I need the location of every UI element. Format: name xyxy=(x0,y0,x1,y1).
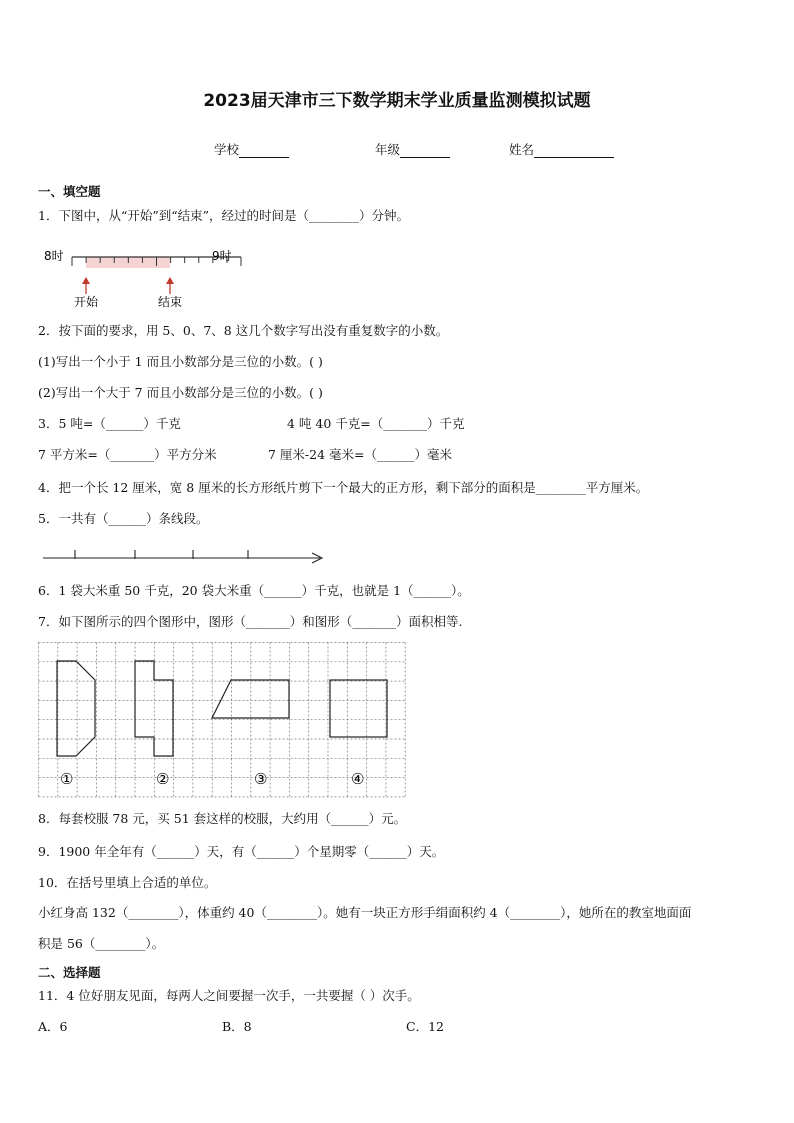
section-fill-in-title: 一、填空题 xyxy=(38,184,101,199)
name-blank[interactable] xyxy=(534,143,614,158)
time-ruler-figure xyxy=(38,240,258,310)
shape-4-label: ④ xyxy=(351,770,365,788)
section-choice-title: 二、选择题 xyxy=(38,965,101,980)
question-3-d: 7 厘米-24 毫米=（______）毫米 xyxy=(268,447,453,462)
name-label: 姓名 xyxy=(509,142,535,157)
question-9: 9．1900 年全年有（______）天，有（______）个星期零（______）天。 xyxy=(38,844,445,859)
option-a[interactable]: A．6 xyxy=(38,1019,68,1034)
question-3-c: 7 平方米=（_______）平方分米 xyxy=(38,447,217,462)
option-b[interactable]: B．8 xyxy=(222,1019,252,1034)
question-10-line-2: 积是 56（________）。 xyxy=(38,936,165,951)
page-title: 2023届天津市三下数学期末学业质量监测模拟试题 xyxy=(203,91,591,111)
question-11: 11．4 位好朋友见面，每两人之间要握一次手，一共要握（ ）次手。 xyxy=(38,988,420,1003)
question-6: 6．1 袋大米重 50 千克，20 袋大米重（______）千克，也就是 1（______）。 xyxy=(38,583,470,598)
shape-1 xyxy=(57,661,95,756)
question-2: 2．按下面的要求，用 5、0、7、8 这几个数字写出没有重复数字的小数。 xyxy=(38,323,449,338)
option-c[interactable]: C．12 xyxy=(406,1019,444,1034)
school-field xyxy=(214,142,289,158)
label-start: 开始 xyxy=(74,295,99,309)
question-7: 7．如下图所示的四个图形中，图形（_______）和图形（_______）面积相等. xyxy=(38,614,463,629)
shapes-grid-figure xyxy=(38,642,410,800)
label-8-hour: 8时 xyxy=(44,249,64,263)
label-end: 结束 xyxy=(158,295,183,309)
grade-field xyxy=(375,142,450,158)
shape-1-label: ① xyxy=(60,770,74,788)
name-field xyxy=(509,142,614,158)
question-4: 4．把一个长 12 厘米，宽 8 厘米的长方形纸片剪下一个最大的正方形，剩下部分的面积是________平方厘米。 xyxy=(38,480,649,495)
question-10-line-1: 小红身高 132（________），体重约 40（________）。她有一块正方形手绢面积约 4（________），她所在的教室地面面 xyxy=(38,905,692,920)
question-10: 10．在括号里填上合适的单位。 xyxy=(38,875,217,890)
question-2-part-1: (1)写出一个小于 1 而且小数部分是三位的小数。( ) xyxy=(38,354,323,369)
question-1: 1．下图中，从“开始”到“结束”，经过的时间是（________）分钟。 xyxy=(38,208,410,223)
question-5: 5．一共有（______）条线段。 xyxy=(38,511,209,526)
school-blank[interactable] xyxy=(239,143,289,158)
shape-3-label: ③ xyxy=(254,770,268,788)
question-3-a: 3．5 吨=（______）千克 xyxy=(38,416,181,431)
end-arrow-head-icon xyxy=(166,277,174,284)
question-2-part-2: (2)写出一个大于 7 而且小数部分是三位的小数。( ) xyxy=(38,385,323,400)
school-label: 学校 xyxy=(214,142,240,157)
question-8: 8．每套校服 78 元，买 51 套这样的校服，大约用（______）元。 xyxy=(38,811,407,826)
grade-label: 年级 xyxy=(375,142,401,157)
label-9-hour: 9时 xyxy=(212,249,232,263)
shape-4 xyxy=(330,680,387,737)
line-segment-figure xyxy=(38,546,338,570)
grade-blank[interactable] xyxy=(400,143,450,158)
shape-2-label: ② xyxy=(156,770,170,788)
start-arrow-head-icon xyxy=(82,277,90,284)
question-3-b: 4 吨 40 千克=（_______）千克 xyxy=(287,416,465,431)
